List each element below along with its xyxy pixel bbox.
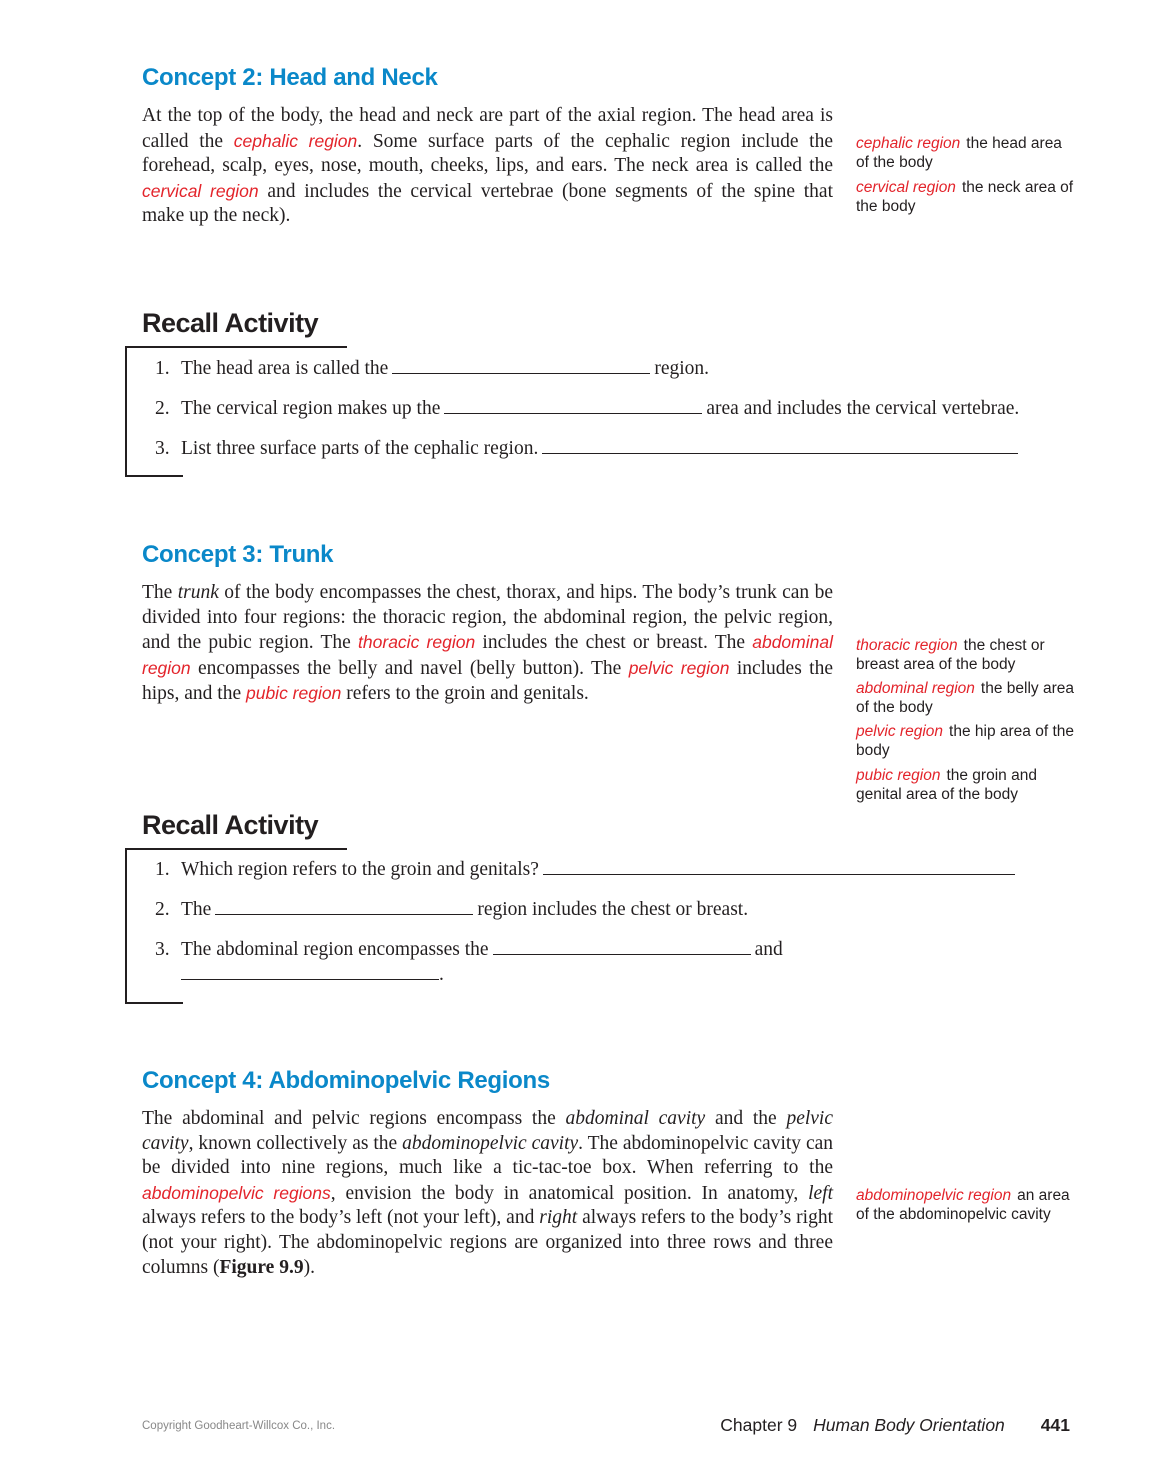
paragraph-text: of the body encompasses the chest, thorax, and hips. The body’s trunk can be divided into four regions: the thoracic region, the abdominal region, the pelvic region, and the pubic region. The	[142, 582, 833, 654]
item-number: 1.	[155, 358, 170, 379]
paragraph-text: ).	[303, 1256, 315, 1278]
note-term: pubic region	[856, 767, 941, 784]
margin-note-pubic	[856, 766, 1076, 804]
paragraph-text: encompasses the belly and navel (belly button). The	[190, 657, 629, 679]
note-term: cervical region	[856, 179, 956, 196]
paragraph-text: Figure 9.9	[219, 1256, 304, 1278]
recall-activity-1-heading: Recall Activity	[142, 308, 319, 338]
recall-activity-2-heading: Recall Activity	[142, 810, 319, 840]
paragraph-text: . The abdominopelvic cavity can be divided into nine regions, much like a tic-tac-toe box. When referring to the	[142, 1132, 833, 1179]
item-text-after: area and includes the cervical vertebrae.	[706, 398, 1020, 419]
margin-note-cervical	[856, 178, 1076, 216]
paragraph-text: and the	[705, 1108, 787, 1129]
concept-2-heading: Concept 2: Head and Neck	[142, 64, 438, 91]
paragraph-text: , envision the body in anatomical position. In anatomy,	[330, 1182, 809, 1204]
glossary-term: pubic region	[245, 683, 342, 704]
item-text-after: region includes the chest or breast.	[477, 899, 749, 920]
item-text-after: region.	[654, 358, 710, 379]
concept-3-paragraph	[142, 581, 833, 707]
note-definition: the belly area of the body	[856, 680, 1074, 716]
item-text: Which region refers to the groin and genitals?	[181, 859, 539, 880]
recall-1-item-3	[155, 435, 1022, 460]
glossary-term: abdominal region	[142, 632, 833, 678]
paragraph-text: always refers to the body’s right (not your right). The abdominopelvic regions are organized into three rows and three columns (	[142, 1207, 833, 1278]
glossary-term: cephalic region	[233, 130, 358, 151]
answer-blank[interactable]	[215, 896, 473, 915]
chapter-label: Chapter 9	[720, 1415, 798, 1435]
item-number: 3.	[155, 939, 170, 960]
recall-bracket	[125, 848, 127, 1004]
note-definition: an area of the abdominopelvic cavity	[856, 1187, 1070, 1223]
glossary-term: thoracic region	[358, 632, 476, 653]
note-term: abdominopelvic region	[856, 1187, 1012, 1204]
note-definition: the head area of the body	[856, 135, 1062, 171]
margin-note-abdominal	[856, 679, 1076, 717]
paragraph-text: , known collectively as the	[188, 1132, 403, 1154]
page-number: 441	[1040, 1415, 1070, 1435]
paragraph-text: The	[142, 582, 178, 603]
paragraph-text: The abdominal and pelvic regions encompass the	[142, 1108, 566, 1129]
recall-1-item-2	[155, 395, 1019, 420]
item-text-after: and	[754, 939, 783, 960]
note-term: abdominal region	[856, 680, 975, 697]
item-number: 3.	[155, 438, 170, 459]
paragraph-text: pelvic cavity	[142, 1108, 834, 1154]
note-definition: the neck area of the body	[856, 179, 1074, 215]
paragraph-text: abdominopelvic cavity	[402, 1132, 579, 1154]
margin-note-pelvic	[856, 722, 1076, 760]
answer-blank[interactable]	[444, 395, 702, 414]
paragraph-text: . Some surface parts of the cephalic region include the forehead, scalp, eyes, nose, mouth, cheeks, lips, and ears. The neck area is called the	[142, 130, 834, 177]
answer-blank[interactable]	[493, 936, 751, 955]
book-title: Human Body Orientation	[813, 1415, 1005, 1435]
copyright-notice: Copyright Goodheart-Willcox Co., Inc.	[142, 1420, 336, 1432]
margin-note-abdominopelvic	[856, 1186, 1076, 1224]
item-number: 2.	[155, 899, 170, 920]
note-definition: the chest or breast area of the body	[856, 637, 1045, 673]
note-term: pelvic region	[856, 723, 944, 740]
paragraph-text: right	[539, 1207, 578, 1229]
item-number: 2.	[155, 398, 170, 419]
item-text: The cervical region makes up the	[181, 398, 441, 419]
recall-bracket	[125, 346, 127, 477]
note-definition: the groin and genital area of the body	[856, 767, 1037, 803]
answer-blank[interactable]	[392, 355, 650, 374]
note-term: thoracic region	[856, 637, 958, 654]
recall-2-item-3-continued	[181, 961, 444, 986]
concept-3-heading: Concept 3: Trunk	[142, 541, 334, 568]
margin-note-cephalic	[856, 134, 1076, 172]
paragraph-text: and includes the cervical vertebrae (bone segments of the spine that make up the neck).	[142, 180, 833, 227]
concept-4-paragraph	[142, 1107, 833, 1280]
paragraph-text: At the top of the body, the head and neck are part of the axial region. The head area is called the	[142, 105, 833, 152]
item-number: 1.	[155, 859, 170, 880]
item-text: The head area is called the	[181, 358, 389, 379]
page-footer	[720, 1415, 1070, 1436]
answer-blank[interactable]	[542, 435, 1018, 454]
glossary-term: pelvic region	[628, 657, 730, 678]
item-text: The	[181, 899, 212, 920]
note-term: cephalic region	[856, 135, 961, 152]
note-definition: the hip area of the body	[856, 723, 1074, 759]
paragraph-text: abdominal cavity	[565, 1108, 706, 1129]
glossary-term: abdominopelvic regions	[142, 1182, 331, 1203]
paragraph-text: trunk	[177, 582, 219, 603]
paragraph-text: always refers to the body’s left (not your left), and	[142, 1207, 540, 1229]
item-text: List three surface parts of the cephalic region.	[181, 438, 539, 459]
answer-blank[interactable]	[543, 856, 1015, 875]
recall-1-item-1	[155, 355, 709, 380]
paragraph-text: includes the chest or breast. The	[475, 632, 753, 654]
glossary-term: cervical region	[142, 180, 259, 201]
recall-2-item-1	[155, 856, 1019, 881]
item-text-after: .	[439, 964, 444, 985]
recall-2-item-3	[155, 936, 783, 961]
recall-2-item-2	[155, 896, 748, 921]
paragraph-text: includes the hips, and the	[142, 657, 833, 705]
answer-blank[interactable]	[181, 961, 439, 980]
concept-2-paragraph	[142, 104, 833, 229]
paragraph-text: left	[808, 1182, 833, 1204]
margin-note-thoracic	[856, 636, 1076, 674]
item-text: The abdominal region encompasses the	[181, 939, 489, 960]
paragraph-text: refers to the groin and genitals.	[341, 683, 589, 705]
concept-4-heading: Concept 4: Abdominopelvic Regions	[142, 1067, 550, 1094]
